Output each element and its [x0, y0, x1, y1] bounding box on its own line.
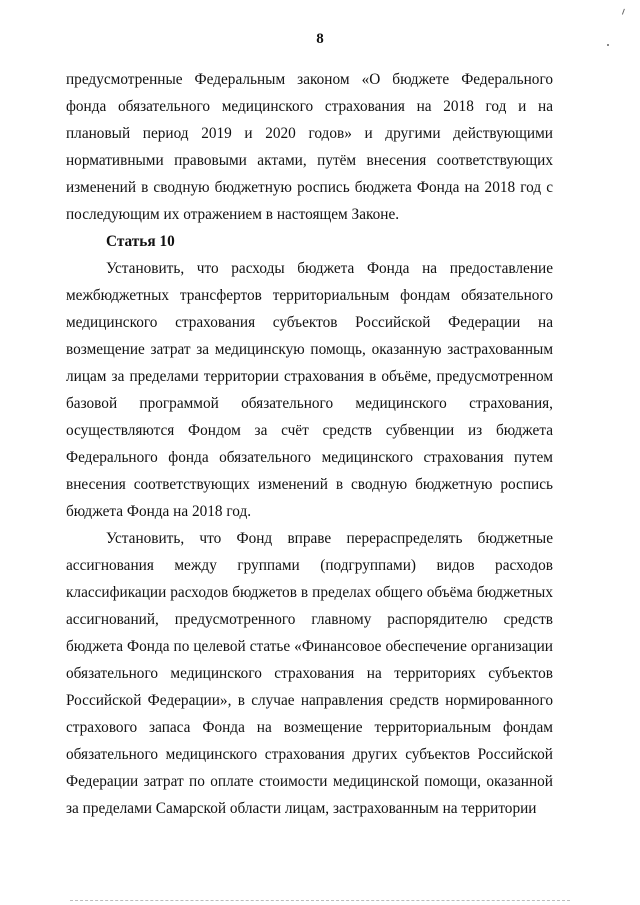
paragraph-article-10-part-1: Установить, что расходы бюджета Фонда на предоставление межбюджетных трансфертов территориальным фондам обязательного медицинского страхования субъектов Российской Федерации на возмещение затрат за медицинскую помощь, оказанную застрахованным лицам за пределами территории страхования в объёме, предусмотренном базовой программой обязательного медицинского страхования, осуществляются Фондом за счёт средств субвенции из бюджета Федерального фонда обязательного медицинского страхования путем внесения соответствующих изменений в сводную бюджетную роспись бюджета Фонда на 2018 год.: [66, 260, 553, 520]
paragraph-article-10-part-2: Установить, что Фонд вправе перераспределять бюджетные ассигнования между группами (подгруппами) видов расходов классификации расходов бюджетов в пределах общего объёма бюджетных ассигнований, предусмотренного главному распорядителю средств бюджета Фонда по целевой статье «Финансовое обеспечение организации обязательного медицинского страхования на территориях субъектов Российской Федерации», в случае направления средств нормированного страхового запаса Фонда на возмещение территориальным фондам обязательного медицинского страхования других субъектов Российской Федерации затрат по оплате стоимости медицинской помощи, оказанной за пределами Самарской области лицам, застрахованным на территории: [66, 530, 553, 817]
document-body: [66, 66, 553, 822]
scan-mark: [618, 7, 625, 14]
bottom-border: [70, 900, 570, 901]
page-number: 8: [316, 31, 324, 47]
paragraph-continuation: предусмотренные Федеральным законом «О бюджете Федерального фонда обязательного медицинского страхования на 2018 год и на плановый период 2019 и 2020 годов» и другими действующими нормативными правовыми актами, путём внесения соответствующих изменений в сводную бюджетную роспись бюджета Фонда на 2018 год с последующим их отражением в настоящем Законе.: [66, 71, 553, 223]
article-heading: Статья 10: [106, 233, 175, 250]
